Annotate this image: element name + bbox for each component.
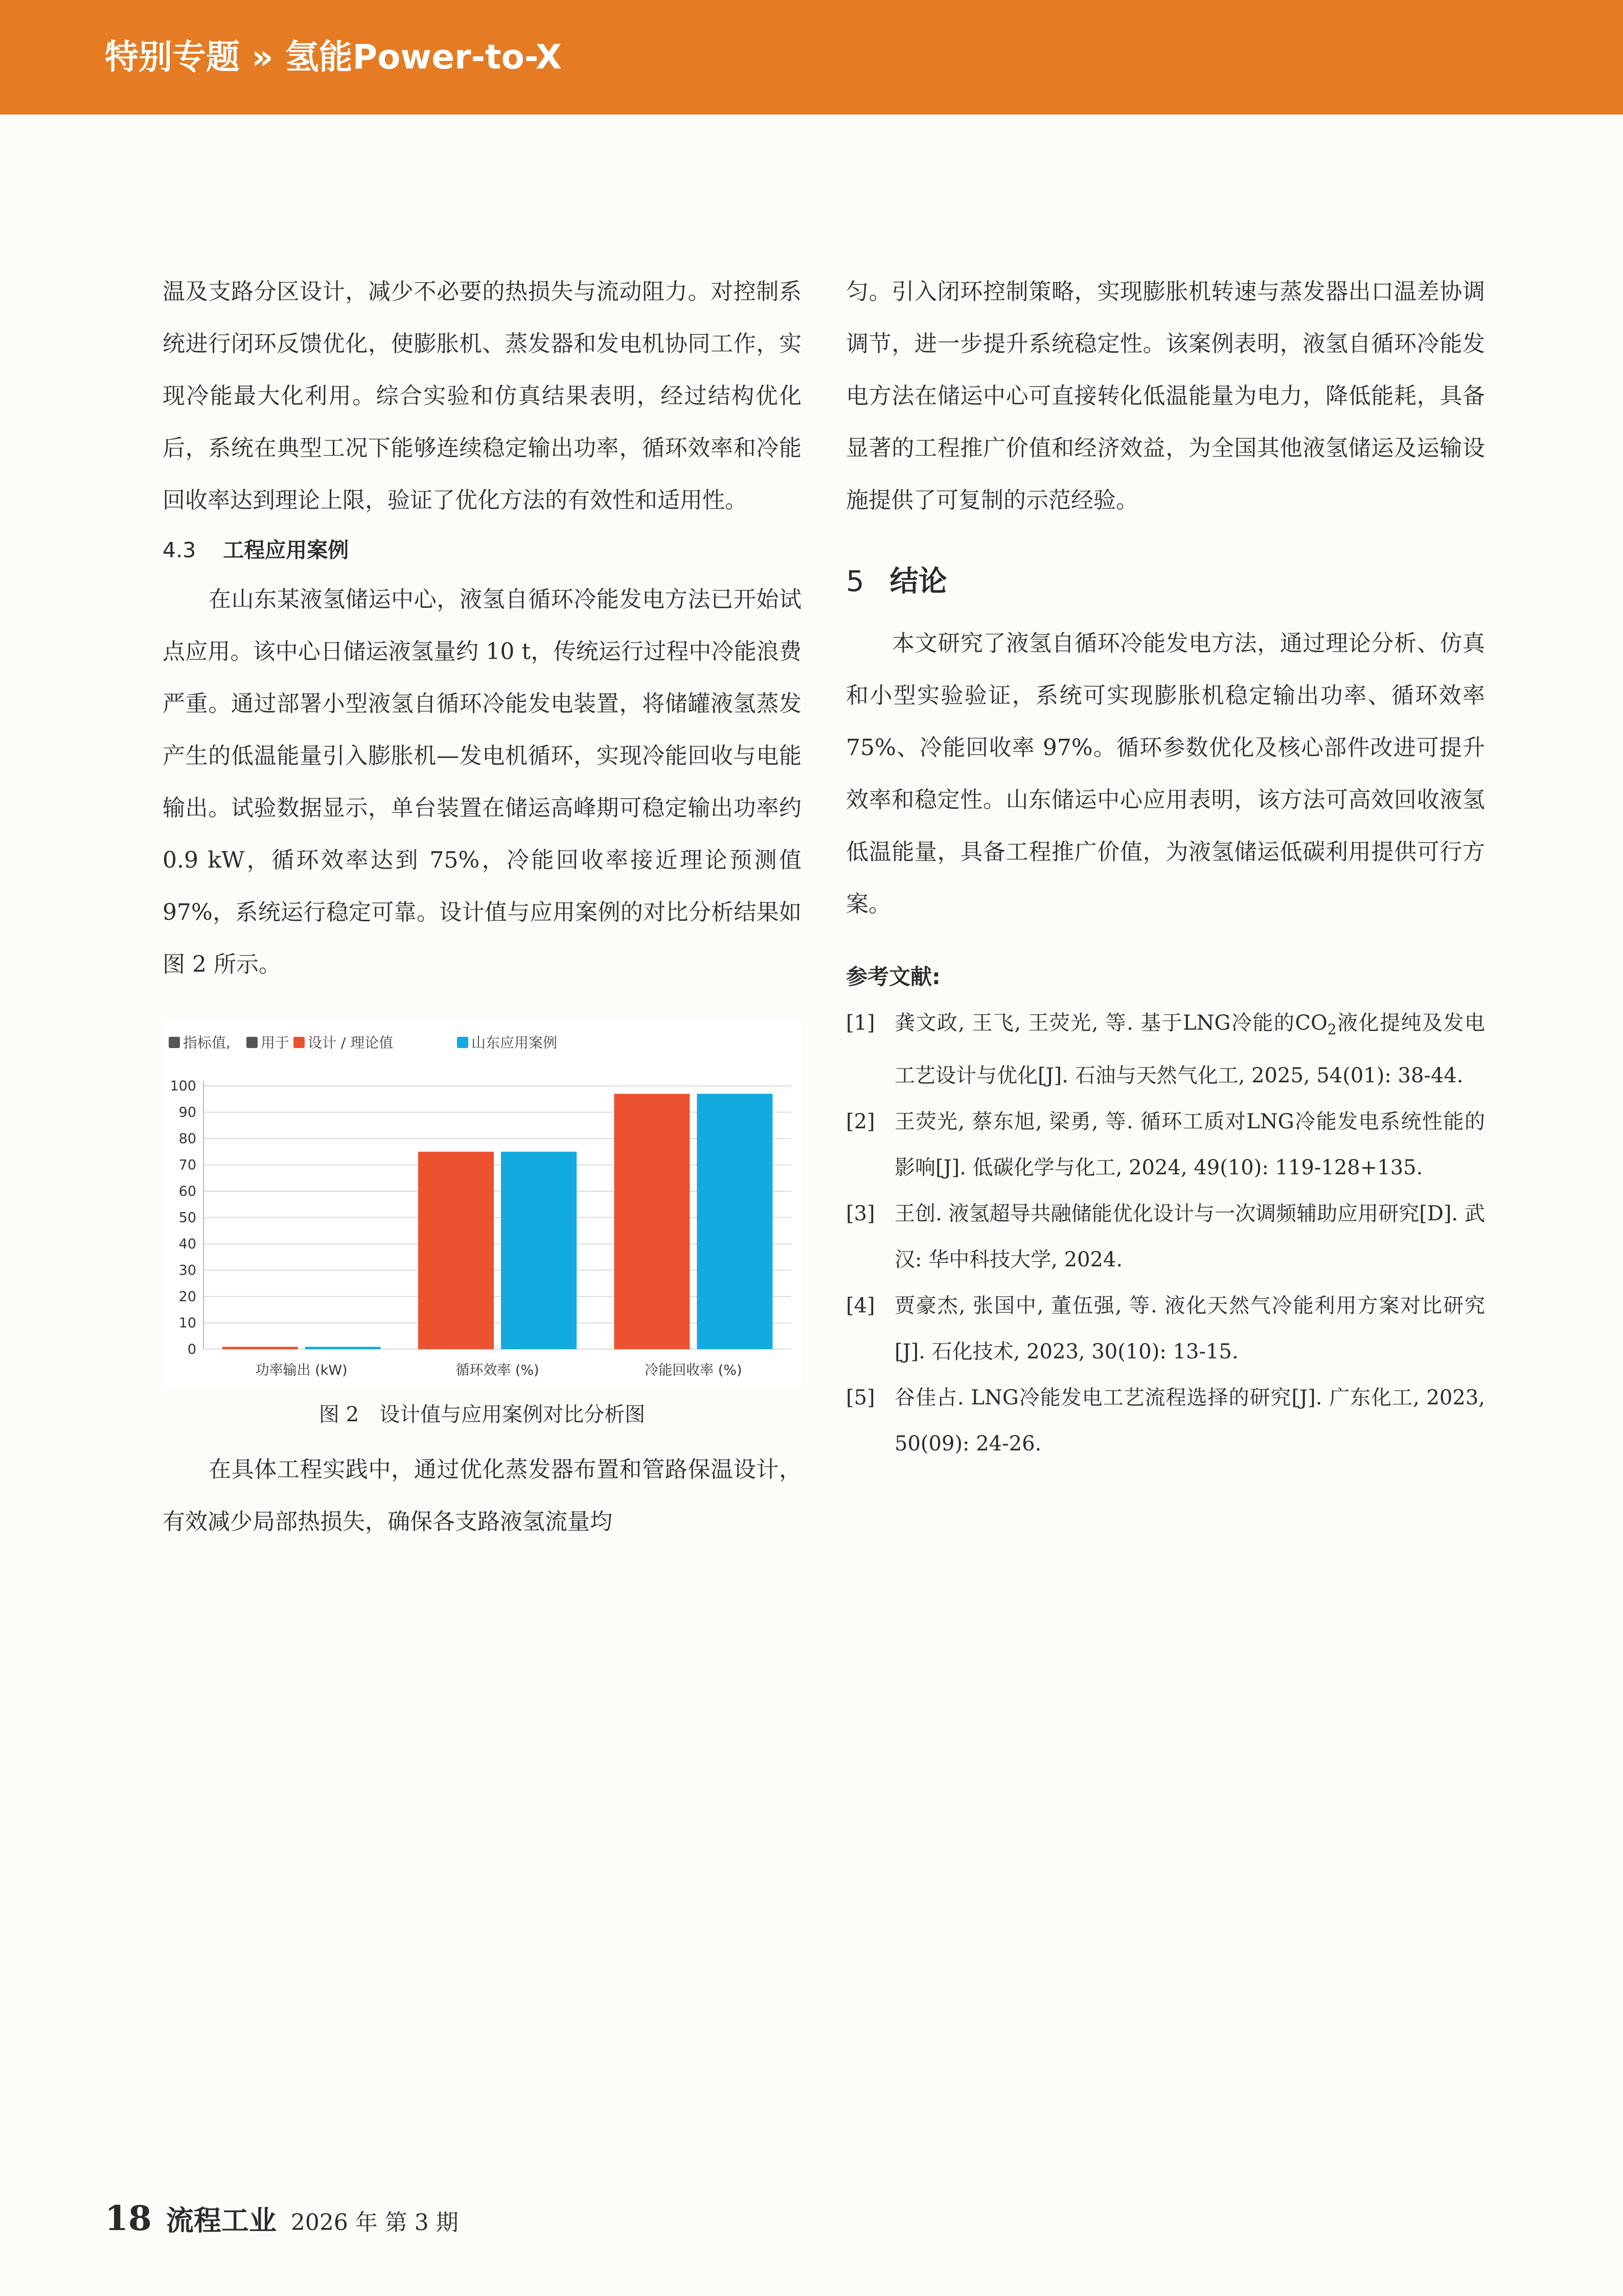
y-tick-label: 20 — [178, 1289, 196, 1305]
paragraph-left-2: 在山东某液氢储运中心，液氢自循环冷能发电方法已开始试点应用。该中心日储运液氢量约 10 t，传统运行过程中冷能浪费严重。通过部署小型液氢自循环冷能发电装置，将储罐液氢蒸发产生的低温能量引入膨胀机—发电机循环，实现冷能回收与电能输出。试验数据显示，单台装置在储运高峰期可稳定输出功率约 0.9 kW，循环效率达到 75%，冷能回收率接近理论预测值 97%，系统运行稳定可靠。设计值与应用案例的对比分析结果如图 2 所示。 — [163, 586, 802, 977]
subsection-title: 工程应用案例 — [223, 538, 349, 562]
y-tick-label: 90 — [178, 1104, 196, 1121]
paragraph-right-1: 匀。引入闭环控制策略，实现膨胀机转速与蒸发器出口温差协调调节，进一步提升系统稳定性。该案例表明，液氢自循环冷能发电方法在储运中心可直接转化低温能量为电力，降低能耗，具备显著的工程推广价值和经济效益，为全国其他液氢储运及运输设施提供了可复制的示范经验。 — [846, 279, 1485, 513]
y-tick-label: 70 — [178, 1157, 196, 1173]
legend-marker — [246, 1037, 258, 1048]
bar-case — [305, 1347, 381, 1349]
reference-item — [846, 1375, 1485, 1467]
bar-chart — [163, 1019, 802, 1388]
y-tick-label: 40 — [178, 1236, 196, 1252]
y-tick-label: 100 — [170, 1078, 196, 1094]
figure-caption — [163, 1397, 802, 1433]
paragraph-right-2: 本文研究了液氢自循环冷能发电方法，通过理论分析、仿真和小型实验验证，系统可实现膨胀机稳定输出功率、循环效率 75%、冷能回收率 97%。循环参数优化及核心部件改进可提升效率和稳定性。山东储运中心应用表明，该方法可高效回收液氢低温能量，具备工程推广价值，为液氢储运低碳利用提供可行方案。 — [846, 630, 1485, 917]
reference-number: [4] — [846, 1294, 875, 1317]
x-tick-label: 循环效率 (%) — [455, 1362, 539, 1378]
reference-text: 王创. 液氢超导共融储能优化设计与一次调频辅助应用研究[D]. 武汉: 华中科技大学, 2024. — [895, 1202, 1485, 1271]
y-tick-label: 30 — [178, 1262, 196, 1279]
bar-design — [418, 1152, 494, 1349]
reference-subscript: 2 — [1327, 1021, 1337, 1038]
references-heading: 参考文献: — [846, 964, 941, 989]
bar-case — [697, 1094, 772, 1349]
reference-item — [846, 1000, 1485, 1099]
bar-design — [222, 1347, 298, 1349]
y-tick-label: 80 — [178, 1131, 196, 1147]
subsection-number: 4.3 — [163, 538, 196, 562]
legend-series-label: 山东应用案例 — [471, 1034, 558, 1051]
x-tick-label: 冷能回收率 (%) — [645, 1362, 742, 1378]
section-heading — [846, 551, 1485, 612]
page-footer — [105, 2198, 459, 2238]
reference-text: 贾豪杰, 张国中, 董伍强, 等. 液化天然气冷能利用方案对比研究[J]. 石化技术, 2023, 30(10): 13-15. — [895, 1294, 1485, 1363]
header-bar — [0, 0, 1623, 115]
references-list — [846, 1000, 1485, 1467]
caption-text: 设计值与应用案例对比分析图 — [379, 1403, 646, 1426]
paragraph-left-1: 温及支路分区设计，减少不必要的热损失与流动阻力。对控制系统进行闭环反馈优化，使膨胀机、蒸发器和发电机协同工作，实现冷能最大化利用。综合实验和仿真结果表明，经过结构优化后，系统在典型工况下能够连续稳定输出功率，循环效率和冷能回收率达到理论上限，验证了优化方法的有效性和适用性。 — [163, 279, 802, 513]
reference-text: 王荧光, 蔡东旭, 梁勇, 等. 循环工质对LNG冷能发电系统性能的影响[J]. 低碳化学与化工, 2024, 49(10): 119-128+135. — [895, 1110, 1485, 1179]
reference-item — [846, 1283, 1485, 1375]
bar-case — [501, 1152, 577, 1349]
reference-number: [2] — [846, 1110, 875, 1133]
reference-number: [5] — [846, 1386, 875, 1410]
bar-design — [614, 1094, 690, 1349]
y-tick-label: 10 — [178, 1315, 196, 1331]
issue-info: 2026 年 第 3 期 — [290, 2210, 459, 2236]
y-tick-label: 50 — [178, 1210, 196, 1226]
paragraph-left-3: 在具体工程实践中，通过优化蒸发器布置和管路保温设计，有效减少局部热损失，确保各支路液氢流量均 — [163, 1457, 802, 1535]
page-number: 18 — [105, 2198, 152, 2238]
subsection-heading — [163, 527, 802, 574]
figure-2-chart — [163, 1019, 802, 1388]
legend-swatch-1 — [293, 1037, 305, 1048]
y-tick-label: 0 — [187, 1342, 196, 1357]
y-tick-label: 60 — [178, 1184, 196, 1199]
caption-label: 图 2 — [318, 1403, 359, 1426]
reference-text: 谷佳占. LNG冷能发电工艺流程选择的研究[J]. 广东化工, 2023, 50(09): 24-26. — [895, 1386, 1485, 1456]
section-heading-title: 结论 — [889, 565, 947, 598]
section-number: 5 — [846, 565, 864, 598]
magazine-name: 流程工业 — [166, 2204, 277, 2237]
reference-item — [846, 1099, 1485, 1191]
legend-marker — [169, 1037, 180, 1048]
reference-item — [846, 1191, 1485, 1283]
legend-label: 用于 — [261, 1034, 290, 1051]
reference-text: 龚文政, 王飞, 王荧光, 等. 基于LNG冷能的$CO_2$液化提纯及发电工艺设计与优化[J]. 石油与天然气化工, 2025, 54(01): 38-44. — [895, 1011, 1485, 1087]
legend-swatch-2 — [457, 1037, 468, 1048]
right-column — [846, 266, 1485, 1467]
legend-label: 指标值, — [183, 1034, 231, 1051]
left-column — [163, 266, 802, 1548]
x-tick-label: 功率输出 (kW) — [255, 1362, 348, 1378]
legend-series-label: 设计 / 理论值 — [308, 1034, 394, 1051]
reference-number: [3] — [846, 1202, 875, 1225]
section-title: 特别专题 » 氢能Power-to-X — [105, 37, 562, 77]
reference-number: [1] — [846, 1011, 875, 1035]
